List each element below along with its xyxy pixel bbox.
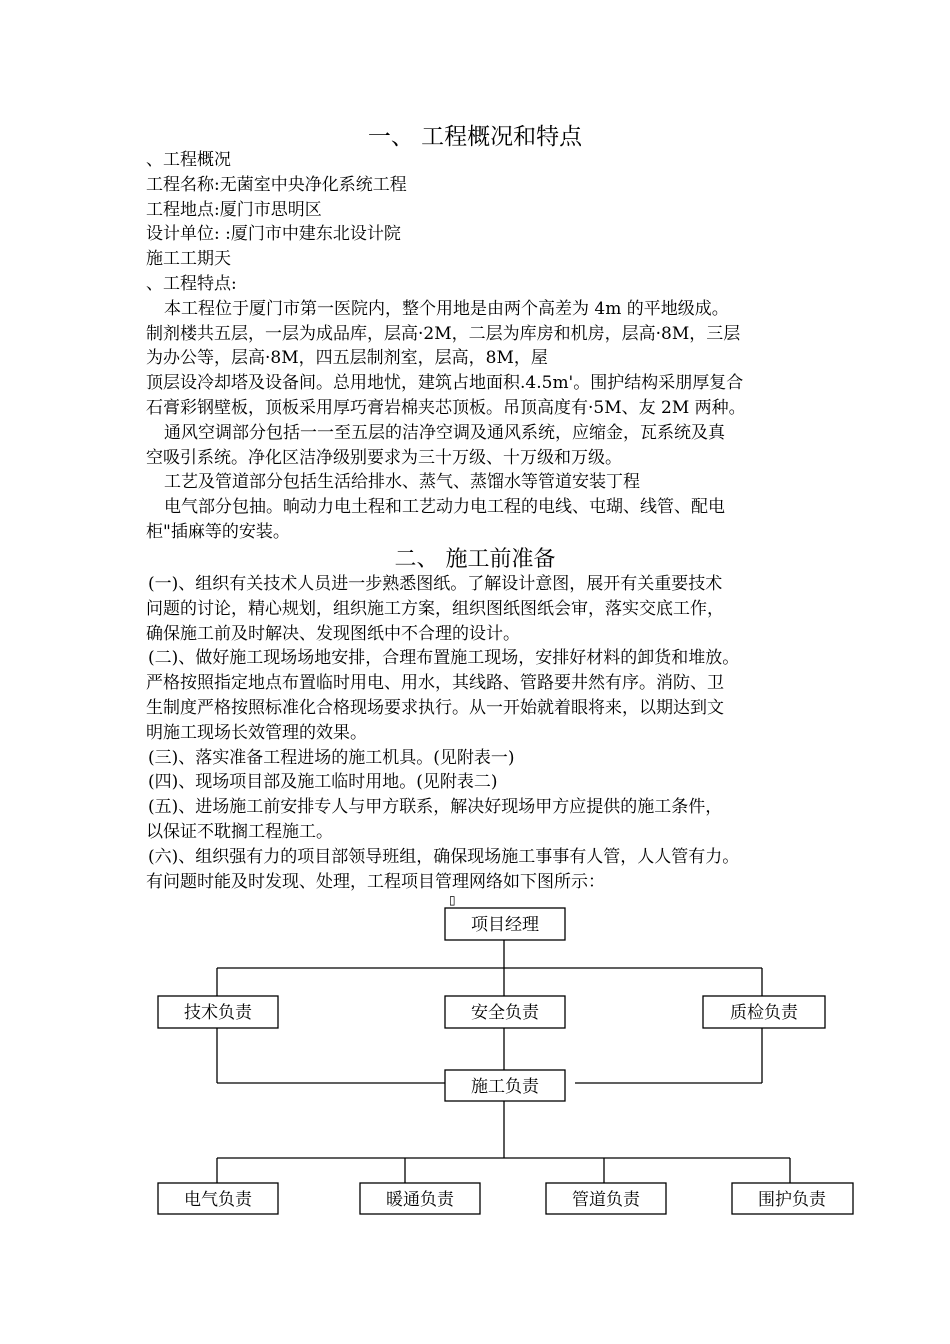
prep-item-6-line: 有问题时能及时发现、处理，工程项目管理网络如下图所示： — [146, 871, 605, 892]
svg-text:安全负责: 安全负责 — [471, 1003, 539, 1023]
svg-text:管道负责: 管道负责 — [572, 1190, 640, 1210]
para-building-line: 为办公等，层高·8M，四五层制剂室，层高，8M，屋 — [146, 348, 548, 369]
para-building-line: 本工程位于厦门市第一医院内，整个用地是由两个高差为 4m 的平地级成。 — [164, 298, 729, 319]
design-unit: 设计单位: :厦门市中建东北设计院 — [146, 224, 401, 245]
svg-text:项目经理: 项目经理 — [471, 915, 539, 935]
prep-item-5-line: 以保证不耽搁工程施工。 — [146, 821, 333, 842]
prep-item-4: (四)、现场项目部及施工临时用地。(见附表二) — [148, 772, 498, 793]
node-quality — [703, 996, 825, 1028]
prep-item-1-line: 问题的讨论，精心规划，组织施工方案，组织图纸图纸会审，落实交底工作， — [146, 598, 724, 619]
para-building-line: 制剂楼共五层，一层为成品库，层高·2M，二层为库房和机房，层高·8M，三层 — [146, 323, 741, 344]
prep-item-1-line: 确保施工前及时解决、发现图纸中不合理的设计。 — [146, 623, 520, 644]
para-hvac-line: 通风空调部分包括一一至五层的洁净空调及通风系统，应缩金，瓦系统及真 — [164, 422, 725, 443]
node-electrical — [158, 1183, 278, 1214]
prep-item-2-line: 明施工现场长效管理的效果。 — [146, 722, 367, 743]
svg-text:电气负责: 电气负责 — [184, 1190, 252, 1210]
para-hvac-line: 空吸引系统。净化区洁净级别要求为三十万级、十万级和万级。 — [146, 447, 622, 468]
svg-text:质检负责: 质检负责 — [730, 1003, 798, 1023]
node-enclosure — [732, 1183, 853, 1214]
prep-item-2-line: 生制度严格按照标准化合格现场要求执行。从一开始就着眼将来，以期达到文 — [146, 697, 724, 718]
features-line: 、工程特点: — [146, 273, 237, 294]
svg-text:暖通负责: 暖通负责 — [386, 1190, 454, 1210]
node-piping — [546, 1183, 666, 1214]
node-project-manager — [445, 908, 565, 940]
prep-item-5-line: (五)、进场施工前安排专人与甲方联系，解决好现场甲方应提供的施工条件， — [148, 797, 723, 818]
heading-preparation: 二、 施工前准备 — [394, 547, 556, 572]
prep-item-2-line: 严格按照指定地点布置临时用电、用水，其线路、管路要井然有序。消防、卫 — [146, 673, 724, 694]
prep-item-1-line: (一)、组织有关技术人员进一步熟悉图纸。了解设计意图，展开有关重要技术 — [148, 574, 723, 594]
construction-period: 施工工期天 — [146, 249, 231, 270]
project-location: 工程地点:厦门市思明区 — [146, 199, 322, 220]
node-technical — [158, 996, 278, 1028]
heading-overview: 一、 工程概况和特点 — [367, 124, 583, 150]
para-building-line: 顶层设冷却塔及设备间。总用地忧，建筑占地面积.4.5m'。围护结构采朋厚复合 — [146, 373, 744, 394]
prep-item-2-line: (二)、做好施工现场场地安排，合理布置施工现场，安排好材料的卸货和堆放。 — [148, 648, 740, 669]
para-electrical-line: 电气部分包抽。晌动力电土程和工艺动力电工程的电线、屯瑚、线管、配电 — [164, 497, 725, 518]
anchor-marker: ▯ — [449, 893, 456, 907]
prep-item-6-line: (六)、组织强有力的项目部领导班组，确保现场施工事事有人管，人人管有力。 — [148, 846, 740, 867]
para-building-line: 石膏彩钢壁板，顶板采用厚巧膏岩棉夹芯顶板。吊顶高度有·5M、友 2M 两种。 — [146, 397, 746, 418]
project-name: 工程名称:无菌室中央净化系统工程 — [146, 174, 407, 195]
node-construction — [445, 1070, 565, 1101]
prep-item-3: (三)、落实准备工程进场的施工机具。(见附表一) — [148, 747, 515, 768]
overview-line: 、工程概况 — [146, 150, 231, 170]
para-electrical-line: 柜"插麻等的安装。 — [146, 521, 290, 542]
node-hvac — [360, 1183, 480, 1214]
svg-text:施工负责: 施工负责 — [471, 1077, 539, 1097]
node-safety — [445, 996, 565, 1028]
svg-text:围护负责: 围护负责 — [758, 1190, 826, 1210]
para-piping-line: 工艺及管道部分包括生活给排水、蒸气、蒸馏水等管道安装丁程 — [164, 472, 640, 493]
svg-text:技术负责: 技术负责 — [184, 1003, 252, 1023]
